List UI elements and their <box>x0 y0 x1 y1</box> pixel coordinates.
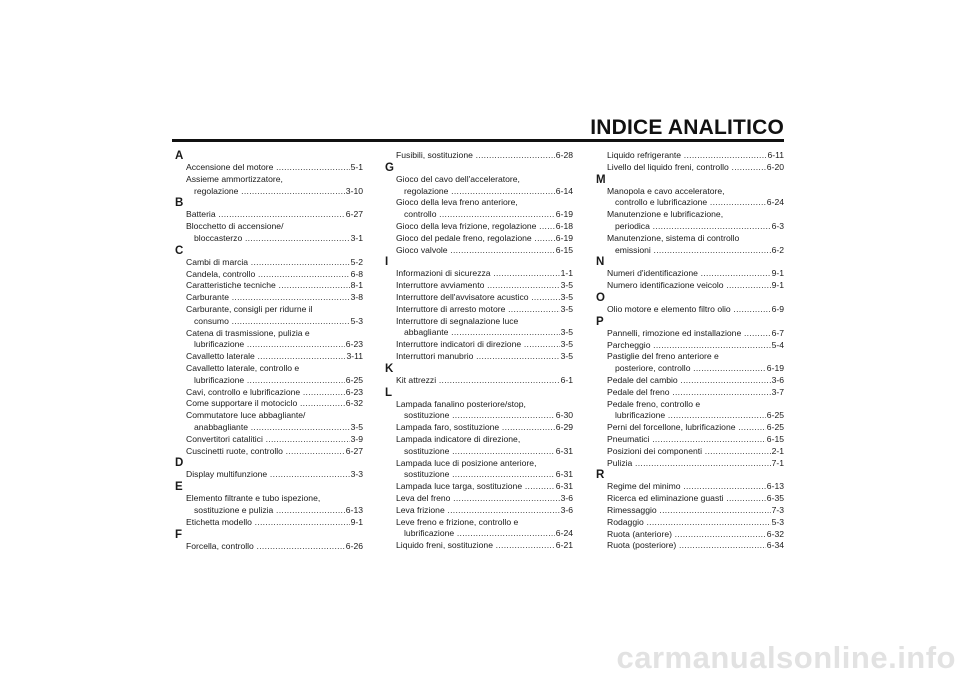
section-letter: A <box>175 150 184 162</box>
index-entry <box>175 292 363 304</box>
index-entry-text: Posizioni dei componenti ..... <box>607 446 771 458</box>
index-entry <box>596 422 784 434</box>
index-entry <box>175 398 363 410</box>
index-entry-text: Pneumatici ..... <box>607 434 766 446</box>
index-entry-text: Lampada luce targa, sostituzione ..... <box>396 481 555 493</box>
index-entry <box>385 481 573 493</box>
index-entry-text: lubrificazione ..... <box>194 339 345 351</box>
index-entry <box>175 434 363 446</box>
index-entry-text: Pedale del cambio ..... <box>607 375 771 387</box>
index-entry-page: 6-26 <box>345 540 363 551</box>
index-entry <box>175 339 363 351</box>
index-entry <box>596 221 784 233</box>
index-entry-page: 6-30 <box>555 410 573 421</box>
index-entry-text: posteriore, controllo ..... <box>615 363 766 375</box>
index-entry-page: 2-1 <box>771 445 784 456</box>
index-entry <box>175 186 363 198</box>
section-letter: K <box>385 362 394 375</box>
index-entry <box>175 316 363 328</box>
index-entry-text: lubrificazione ..... <box>615 410 766 422</box>
index-entry-text: Interruttore di segnalazione luce <box>396 315 519 326</box>
index-entry <box>385 186 573 198</box>
index-entry <box>596 481 784 493</box>
index-entry-text: Etichetta modello ..... <box>186 517 350 529</box>
index-entry <box>596 505 784 517</box>
index-entry-text: Carburante, consigli per ridurne il <box>186 303 313 314</box>
index-entry-page: 1-1 <box>560 268 573 279</box>
index-entry <box>175 233 363 245</box>
index-entry-page: 6-13 <box>345 504 363 515</box>
index-entry-text: sostituzione ..... <box>404 410 555 422</box>
index-entry-page: 3-5 <box>560 291 573 302</box>
index-entry-page: 9-1 <box>350 516 363 527</box>
index-entry <box>596 387 784 399</box>
index-entry-text: Numero identificazione veicolo ..... <box>607 280 771 292</box>
index-entry-page: 6-34 <box>766 540 784 551</box>
watermark: carmanualsonline.info <box>616 640 956 675</box>
index-column-3 <box>596 150 784 552</box>
index-entry-page: 6-19 <box>555 209 573 220</box>
index-entry-page: 6-13 <box>766 481 784 492</box>
index-entry-page: 6-35 <box>766 493 784 504</box>
index-entry-text: Come supportare il motociclo ..... <box>186 398 345 410</box>
index-entry-page: 3-5 <box>560 327 573 338</box>
index-entry <box>596 162 784 174</box>
index-entry-text: Blocchetto di accensione/ <box>186 221 284 232</box>
index-entry <box>175 446 363 458</box>
index-entry <box>385 446 573 458</box>
index-entry <box>385 221 573 233</box>
index-entry-text: Pedale del freno ..... <box>607 387 771 399</box>
index-entry <box>596 458 784 470</box>
index-entry <box>175 505 363 517</box>
index-entry-text: Convertitori catalitici ..... <box>186 434 350 446</box>
section-letter: E <box>175 481 183 494</box>
section-letter: F <box>175 528 183 541</box>
index-entry-text: Accensione del motore ..... <box>186 162 350 174</box>
index-entry-text: Manopola e cavo acceleratore, <box>607 185 725 196</box>
section-letter: P <box>596 315 604 328</box>
index-entry-page: 6-25 <box>766 422 784 433</box>
index-entry-page: 6-28 <box>555 150 573 160</box>
index-entry-text: Lampada faro, sostituzione ..... <box>396 422 555 434</box>
index-entry <box>385 327 573 339</box>
index-entry-page: 7-1 <box>771 457 784 468</box>
index-entry-text: Olio motore e elemento filtro olio ..... <box>607 304 771 316</box>
index-entry <box>385 268 573 280</box>
index-entry-text: Lampada fanalino posteriore/stop, <box>396 398 526 409</box>
section-letter: N <box>596 256 605 269</box>
index-entry-page: 5-3 <box>771 516 784 527</box>
index-entry <box>385 375 573 387</box>
index-entry <box>385 292 573 304</box>
index-entry-page: 6-31 <box>555 469 573 480</box>
index-entry-text: controllo e lubrificazione ..... <box>615 197 766 209</box>
index-entry <box>385 351 573 363</box>
index-entry-text: Informazioni di sicurezza ..... <box>396 268 560 280</box>
index-entry-text: Cambi di marcia ..... <box>186 257 350 269</box>
index-entry-text: Catena di trasmissione, pulizia e <box>186 327 310 338</box>
index-entry <box>385 505 573 517</box>
index-entry-page: 6-3 <box>771 220 784 231</box>
index-entry <box>385 209 573 221</box>
index-column-2 <box>385 150 573 552</box>
index-entry-page: 7-3 <box>771 504 784 515</box>
index-entry <box>596 280 784 292</box>
index-entry-text: Fusibili, sostituzione ..... <box>396 150 555 162</box>
index-entry-text: Ruota (anteriore) ..... <box>607 529 766 541</box>
index-entry-page: 6-14 <box>555 185 573 196</box>
index-entry-text: bloccasterzo ..... <box>194 233 350 245</box>
index-entry-page: 6-18 <box>555 220 573 231</box>
index-entry-page: 5-1 <box>350 162 363 172</box>
index-entry-text: Forcella, controllo ..... <box>186 541 345 553</box>
index-entry <box>596 493 784 505</box>
index-entry-text: Gioco valvole ..... <box>396 245 555 257</box>
index-entry-text: Elemento filtrante e tubo ispezione, <box>186 493 321 504</box>
index-entry-text: Livello del liquido freni, controllo ..... <box>607 162 766 174</box>
index-entry-page: 3-5 <box>560 339 573 350</box>
index-entry-text: Rimessaggio ..... <box>607 505 771 517</box>
index-entry-page: 6-7 <box>771 327 784 338</box>
index-entry-text: Leva del freno ..... <box>396 493 560 505</box>
index-entry-text: Liquido refrigerante ..... <box>607 150 766 162</box>
index-entry-text: sostituzione ..... <box>404 446 555 458</box>
index-entry-text: Manutenzione, sistema di controllo <box>607 232 740 243</box>
index-entry-page: 9-1 <box>771 268 784 279</box>
index-entry <box>175 541 363 553</box>
index-entry-page: 6-15 <box>555 244 573 255</box>
index-entry <box>385 422 573 434</box>
index-entry-text: Cuscinetti ruote, controllo ..... <box>186 446 345 458</box>
index-entry <box>596 363 784 375</box>
index-entry-text: Gioco del pedale freno, regolazione ..... <box>396 233 555 245</box>
section-letter: O <box>596 291 605 304</box>
index-entry-page: 6-19 <box>555 232 573 243</box>
index-entry-page: 5-3 <box>350 315 363 326</box>
index-entry-page: 5-2 <box>350 256 363 267</box>
index-entry <box>385 150 573 162</box>
index-entry <box>385 339 573 351</box>
index-entry <box>175 422 363 434</box>
index-entry-page: 3-11 <box>346 351 363 362</box>
index-entry-text: Lampada indicatore di direzione, <box>396 433 521 444</box>
section-letter: B <box>175 197 184 210</box>
index-entry <box>385 540 573 552</box>
index-entry-text: Display multifunzione ..... <box>186 469 350 481</box>
index-entry <box>596 446 784 458</box>
index-entry-text: Manutenzione e lubrificazione, <box>607 209 724 220</box>
index-entry-text: Rodaggio ..... <box>607 517 771 529</box>
index-entry <box>175 257 363 269</box>
index-entry-page: 6-23 <box>345 339 363 350</box>
index-entry-text: Interruttore di arresto motore ..... <box>396 304 560 316</box>
section-letter: G <box>385 161 394 174</box>
index-entry-page: 6-24 <box>766 197 784 208</box>
index-entry-text: Pedale freno, controllo e <box>607 398 701 409</box>
index-entry-text: Gioco della leva freno anteriore, <box>396 197 518 208</box>
index-entry-page: 6-32 <box>345 398 363 409</box>
index-entry-page: 6-27 <box>345 209 363 220</box>
index-entry <box>175 351 363 363</box>
index-entry-page: 6-19 <box>766 363 784 374</box>
index-entry <box>596 328 784 340</box>
index-entry <box>596 375 784 387</box>
index-entry <box>175 469 363 481</box>
index-entry-text: regolazione ..... <box>404 186 555 198</box>
index-entry <box>385 469 573 481</box>
index-entry-page: 3-6 <box>560 504 573 515</box>
index-entry-text: Regime del minimo ..... <box>607 481 766 493</box>
index-entry <box>596 245 784 257</box>
section-letter: C <box>175 244 184 257</box>
index-entry-page: 6-8 <box>350 268 363 279</box>
index-entry <box>596 517 784 529</box>
index-entry-page: 6-32 <box>766 528 784 539</box>
index-entry-page: 9-1 <box>771 280 784 291</box>
index-entry-text: Parcheggio ..... <box>607 340 771 352</box>
index-entry-text: Carburante ..... <box>186 292 350 304</box>
index-entry <box>385 245 573 257</box>
index-entry-page: 6-29 <box>555 422 573 433</box>
index-entry-page: 6-31 <box>555 445 573 456</box>
index-entry-text: Assieme ammortizzatore, <box>186 173 283 184</box>
index-entry <box>175 375 363 387</box>
title-rule <box>172 139 784 142</box>
index-entry <box>175 209 363 221</box>
page-title: INDICE ANALITICO <box>590 116 784 139</box>
index-entry <box>596 197 784 209</box>
index-entry-page: 3-5 <box>560 280 573 291</box>
index-entry <box>596 410 784 422</box>
index-entry-text: abbagliante ..... <box>404 327 560 339</box>
index-entry-text: Lampada luce di posizione anteriore, <box>396 457 537 468</box>
index-entry-page: 6-24 <box>555 528 573 539</box>
index-entry <box>596 540 784 552</box>
index-entry-text: Interruttore avviamento ..... <box>396 280 560 292</box>
index-entry-text: anabbagliante ..... <box>194 422 350 434</box>
section-letter: M <box>596 173 606 186</box>
index-entry-page: 3-10 <box>345 185 363 196</box>
index-entry-page: 3-7 <box>771 386 784 397</box>
index-entry-page: 5-4 <box>771 339 784 350</box>
index-entry-page: 3-3 <box>350 469 363 480</box>
index-entry-text: Cavalletto laterale, controllo e <box>186 362 300 373</box>
index-entry-text: Gioco del cavo dell'acceleratore, <box>396 173 520 184</box>
index-entry-text: Candela, controllo ..... <box>186 269 350 281</box>
index-entry-text: Caratteristiche tecniche ..... <box>186 280 350 292</box>
index-entry <box>596 529 784 541</box>
index-entry-text: regolazione ..... <box>194 186 345 198</box>
index-entry-text: Commutatore luce abbagliante/ <box>186 410 306 421</box>
index-entry-text: Cavalletto laterale ..... <box>186 351 345 363</box>
index-entry-text: Interruttore indicatori di direzione ..... <box>396 339 560 351</box>
index-entry <box>175 269 363 281</box>
index-entry-page: 3-5 <box>350 421 363 432</box>
index-entry-page: 3-5 <box>560 350 573 361</box>
index-entry <box>385 410 573 422</box>
index-entry <box>596 304 784 316</box>
index-entry <box>385 528 573 540</box>
index-entry-page: 6-25 <box>345 374 363 385</box>
index-entry-page: 6-15 <box>766 433 784 444</box>
index-entry <box>385 304 573 316</box>
index-entry-page: 3-5 <box>560 303 573 314</box>
index-entry-text: Numeri d'identificazione ..... <box>607 268 771 280</box>
index-entry-text: Ruota (posteriore) ..... <box>607 540 766 552</box>
index-entry-text: Cavi, controllo e lubrificazione ..... <box>186 387 345 399</box>
index-entry <box>175 162 363 174</box>
index-entry-text: Pannelli, rimozione ed installazione ..... <box>607 328 771 340</box>
index-entry-text: periodica ..... <box>615 221 771 233</box>
index-entry-page: 6-27 <box>345 445 363 456</box>
index-entry <box>385 493 573 505</box>
index-entry <box>385 233 573 245</box>
index-entry-text: consumo ..... <box>194 316 350 328</box>
index-entry-text: lubrificazione ..... <box>194 375 345 387</box>
section-letter: I <box>385 256 389 269</box>
index-entry <box>596 268 784 280</box>
index-entry-text: lubrificazione ..... <box>404 528 555 540</box>
index-entry-text: Interruttore dell'avvisatore acustico ..... <box>396 292 560 304</box>
index-entry-page: 3-8 <box>350 292 363 303</box>
section-letter: D <box>175 457 184 470</box>
index-entry-page: 6-2 <box>771 244 784 255</box>
index-entry-page: 3-6 <box>771 374 784 385</box>
index-entry-text: controllo ..... <box>404 209 555 221</box>
index-entry-page: 6-1 <box>560 374 573 385</box>
index-entry-page: 6-25 <box>766 410 784 421</box>
index-entry-text: Pulizia ..... <box>607 458 771 470</box>
index-entry-page: 6-20 <box>766 161 784 172</box>
index-entry <box>596 340 784 352</box>
index-entry-text: sostituzione e pulizia ..... <box>194 505 345 517</box>
index-entry <box>596 150 784 162</box>
index-entry-text: Leve freno e frizione, controllo e <box>396 516 519 527</box>
index-column-1 <box>175 150 363 552</box>
index-entry-text: Pastiglie del freno anteriore e <box>607 351 719 362</box>
index-entry-text: Perni del forcellone, lubrificazione ..... <box>607 422 766 434</box>
index-entry <box>175 517 363 529</box>
index-entry-page: 6-21 <box>555 540 573 551</box>
index-entry-page: 6-23 <box>345 386 363 397</box>
index-entry-text: Leva frizione ..... <box>396 505 560 517</box>
index-entry <box>175 280 363 292</box>
index-entry-page: 6-31 <box>555 481 573 492</box>
index-entry-text: Liquido freni, sostituzione ..... <box>396 540 555 552</box>
section-letter: R <box>596 469 605 482</box>
index-entry-text: sostituzione ..... <box>404 469 555 481</box>
index-entry-text: Batteria ..... <box>186 209 345 221</box>
index-entry <box>175 387 363 399</box>
index-entry <box>596 434 784 446</box>
index-entry-text: Interruttori manubrio ..... <box>396 351 560 363</box>
index-entry-page: 3-1 <box>350 232 363 243</box>
index-entry <box>385 280 573 292</box>
index-entry-page: 8-1 <box>350 280 363 291</box>
index-entry-page: 3-9 <box>350 433 363 444</box>
index-entry-page: 3-6 <box>560 492 573 503</box>
section-letter: L <box>385 386 393 399</box>
index-entry-page: 6-11 <box>767 150 784 160</box>
index-entry-text: Ricerca ed eliminazione guasti ..... <box>607 493 766 505</box>
index-entry-text: emissioni ..... <box>615 245 771 257</box>
index-entry-text: Gioco della leva frizione, regolazione ..... <box>396 221 555 233</box>
index-entry-text: Kit attrezzi ..... <box>396 375 560 387</box>
index-entry-page: 6-9 <box>771 303 784 314</box>
